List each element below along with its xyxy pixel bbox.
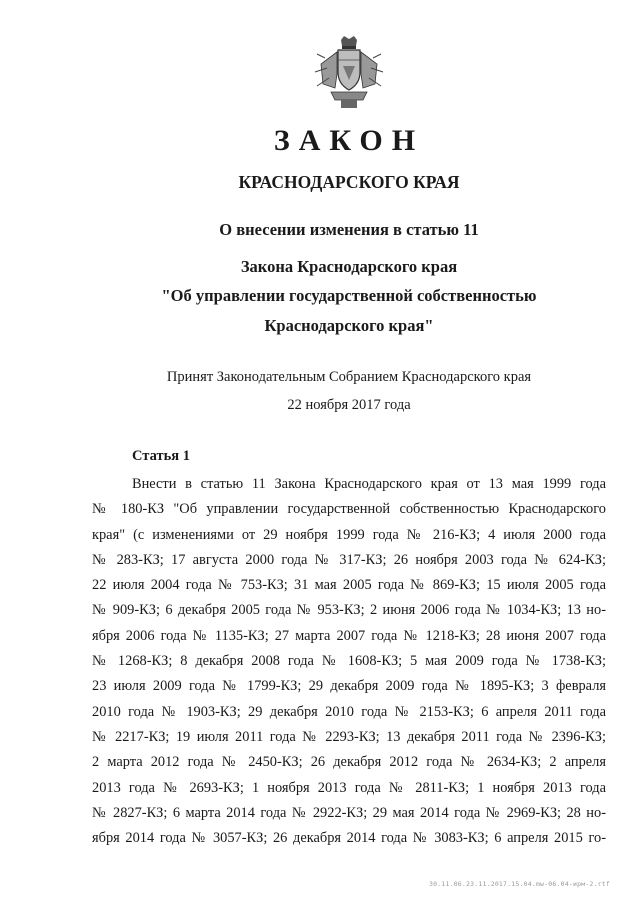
adoption-date: 22 ноября 2017 года xyxy=(287,397,411,413)
body-line: № 283-КЗ; 17 августа 2000 года № 317-КЗ; 26 ноября 2003 года № 624-КЗ; xyxy=(92,551,606,568)
body-line: 2 марта 2012 года № 2450-КЗ; 26 декабря 2012 года № 2634-КЗ; 2 апреля xyxy=(92,754,606,771)
body-line: Внести в статью 11 Закона Краснодарского края от 13 мая 1999 года xyxy=(132,476,606,492)
article-body xyxy=(92,472,606,851)
law-name-line-1: О внесении изменения в статью 11 xyxy=(219,220,479,239)
body-line: 23 июля 2009 года № 1799-КЗ; 29 декабря 2009 года № 1895-КЗ; 3 февраля xyxy=(92,678,606,695)
body-line: 22 июля 2004 года № 753-КЗ; 31 мая 2005 года № 869-КЗ; 15 июля 2005 года xyxy=(92,577,606,594)
body-line: 2010 года № 1903-КЗ; 29 декабря 2010 года № 2153-КЗ; 6 апреля 2011 года xyxy=(92,703,606,720)
body-line: № 909-КЗ; 6 декабря 2005 года № 953-КЗ; 2 июня 2006 года № 1034-КЗ; 13 но- xyxy=(92,602,606,619)
law-name-line-3: "Об управлении государственной собственностью xyxy=(161,286,537,305)
law-name-line-4: Краснодарского края" xyxy=(264,316,434,335)
body-line: 2013 года № 2693-КЗ; 1 ноября 2013 года № 2811-КЗ; 1 ноября 2013 года xyxy=(92,779,606,796)
body-line: ября 2014 года № 3057-КЗ; 26 декабря 2014 года № 3083-КЗ; 6 апреля 2015 го- xyxy=(92,830,606,847)
body-line: № 2827-КЗ; 6 марта 2014 года № 2922-КЗ; 29 мая 2014 года № 2969-КЗ; 28 но- xyxy=(92,804,606,821)
file-footer-mark: 30.11.06.23.11.2017.15.04.mw-06.04-ирм-2.rtf xyxy=(429,880,610,888)
document-title: ЗАКОН xyxy=(273,124,425,157)
body-line: № 2217-КЗ; 19 июля 2011 года № 2293-КЗ; 13 декабря 2011 года № 2396-КЗ; xyxy=(92,728,606,745)
body-line: № 1268-КЗ; 8 декабря 2008 года № 1608-КЗ; 5 мая 2009 года № 1738-КЗ; xyxy=(92,653,606,670)
body-line: № 180-КЗ "Об управлении государственной собственностью Краснодарского xyxy=(92,501,606,518)
article-heading: Статья 1 xyxy=(132,448,190,464)
krasnodar-krai-coat-of-arms-icon xyxy=(311,34,387,110)
law-name-line-2: Закона Краснодарского края xyxy=(240,257,458,276)
adoption-line-1: Принят Законодательным Собранием Краснодарского края xyxy=(166,369,532,385)
body-line: края" (с изменениями от 29 ноября 1999 года № 216-КЗ; 4 июля 2000 года xyxy=(92,526,606,543)
body-line: ября 2006 года № 1135-КЗ; 27 марта 2007 года № 1218-КЗ; 28 июня 2007 года xyxy=(92,627,606,644)
document-subtitle: КРАСНОДАРСКОГО КРАЯ xyxy=(238,172,460,192)
